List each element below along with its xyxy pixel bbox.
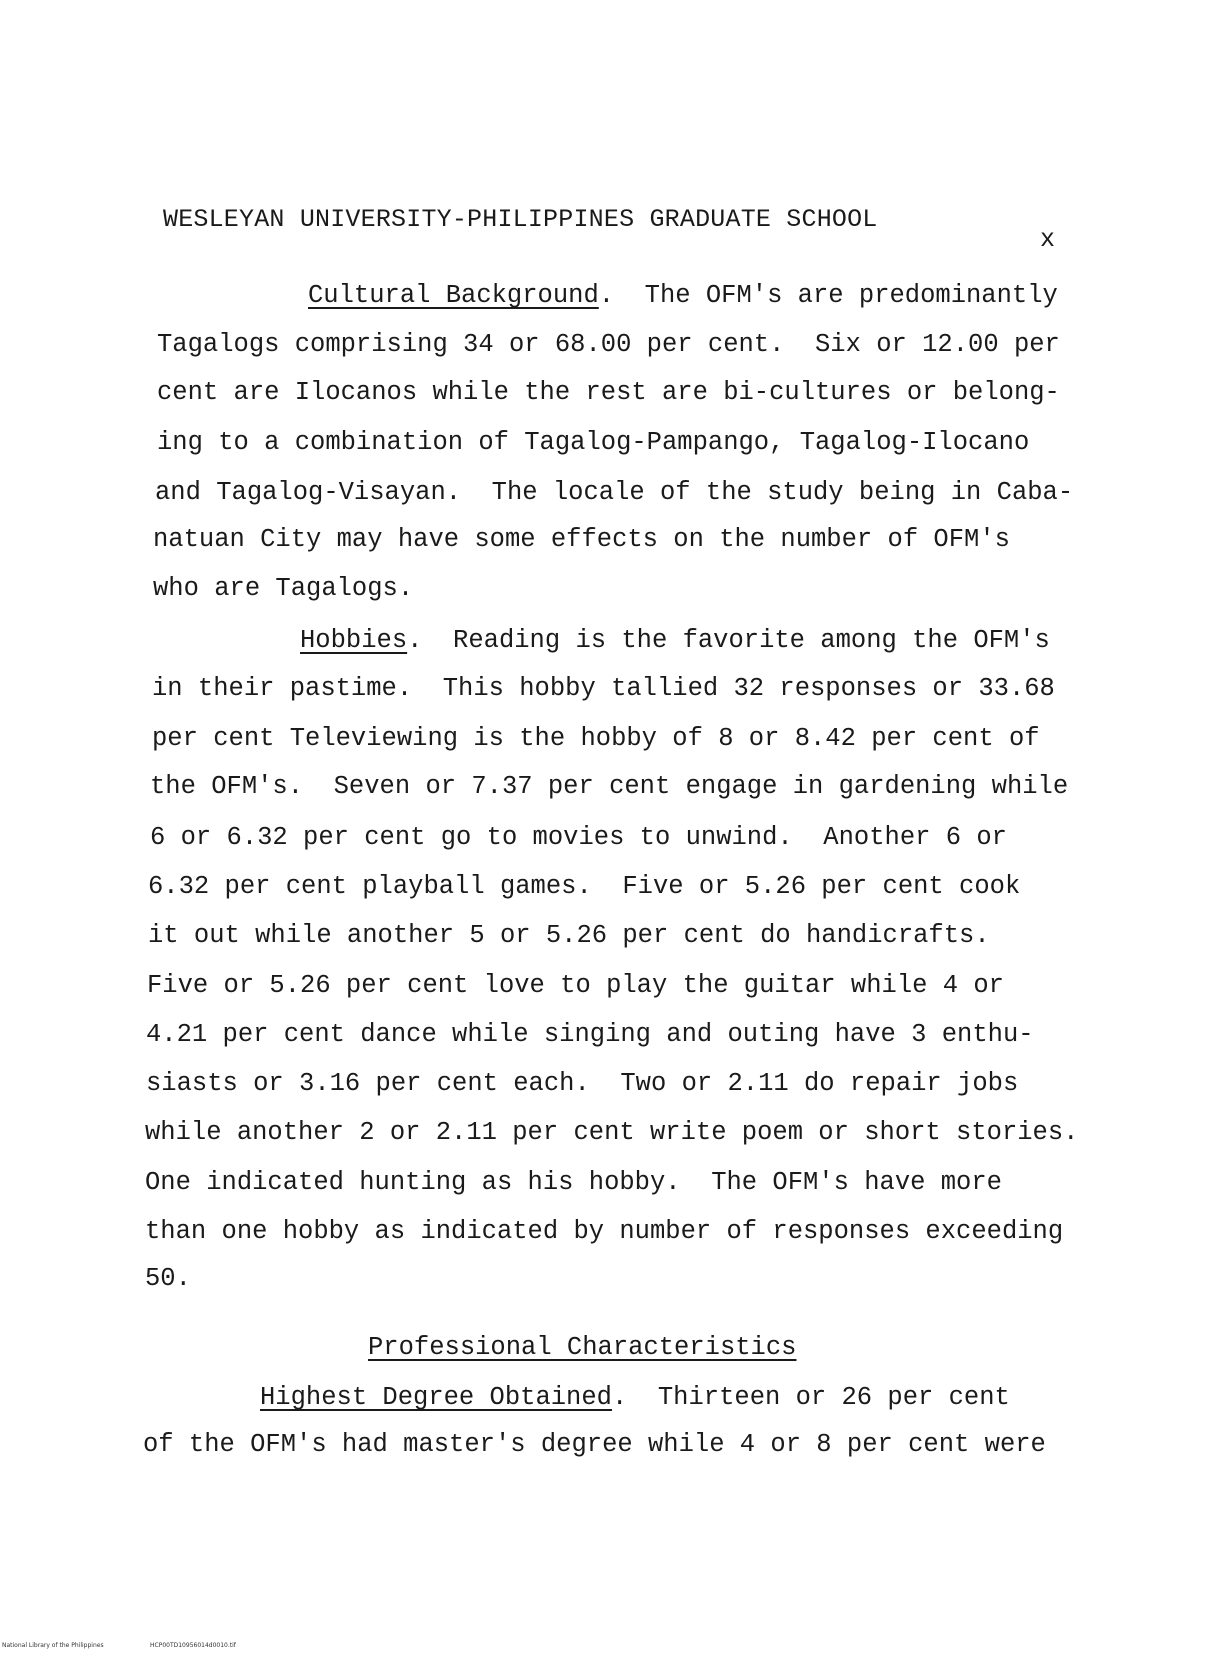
paragraph-line: 4.21 per cent dance while singing and outing have 3 enthu- bbox=[146, 1020, 1034, 1049]
paragraph-line: Five or 5.26 per cent love to play the guitar while 4 or bbox=[147, 971, 1004, 1000]
section-title-professional-characteristics: Professional Characteristics bbox=[368, 1333, 797, 1362]
paragraph-line: Tagalogs comprising 34 or 68.00 per cent. Six or 12.00 per bbox=[157, 330, 1060, 359]
paragraph-line: One indicated hunting as his hobby. The OFM's have more bbox=[145, 1168, 1002, 1197]
paragraph-line: than one hobby as indicated by number of responses exceeding bbox=[145, 1217, 1064, 1246]
section-heading-cultural-background: Cultural Background bbox=[308, 281, 599, 310]
paragraph-line: natuan City may have some effects on the number of OFM's bbox=[153, 525, 1010, 554]
paragraph-line: the OFM's. Seven or 7.37 per cent engage in gardening while bbox=[150, 772, 1069, 801]
paragraph-text: . The OFM's are predominantly bbox=[598, 281, 1058, 310]
paragraph-line: 6.32 per cent playball games. Five or 5.26 per cent cook bbox=[148, 872, 1021, 901]
running-header: WESLEYAN UNIVERSITY-PHILIPPINES GRADUATE SCHOOL bbox=[163, 205, 878, 234]
paragraph-line: while another 2 or 2.11 per cent write poem or short stories. bbox=[145, 1118, 1079, 1147]
paragraph-line: of the OFM's had master's degree while 4 or 8 per cent were bbox=[143, 1430, 1046, 1459]
paragraph-line: in their pastime. This hobby tallied 32 responses or 33.68 bbox=[152, 674, 1055, 703]
paragraph-line: and Tagalog-Visayan. The locale of the study being in Caba- bbox=[155, 478, 1074, 507]
scan-footer-filename: HCP00TD10956014d0010.tif bbox=[150, 1642, 236, 1649]
scan-footer-source: National Library of the Philippines bbox=[2, 1642, 104, 1649]
paragraph-line bbox=[308, 283, 1058, 309]
paragraph-line bbox=[260, 1385, 1010, 1411]
paragraph-text: . Thirteen or 26 per cent bbox=[611, 1383, 1010, 1412]
paragraph-line: ing to a combination of Tagalog-Pampango, Tagalog-Ilocano bbox=[157, 428, 1030, 457]
paragraph-line: cent are Ilocanos while the rest are bi-cultures or belong- bbox=[157, 378, 1060, 407]
paragraph-line: who are Tagalogs. bbox=[153, 574, 414, 603]
paragraph-text: . Reading is the favorite among the OFM's bbox=[407, 626, 1050, 655]
paragraph-line: per cent Televiewing is the hobby of 8 or 8.42 per cent of bbox=[152, 724, 1040, 753]
section-heading-hobbies: Hobbies bbox=[300, 626, 408, 655]
section-heading-highest-degree: Highest Degree Obtained bbox=[260, 1383, 612, 1412]
paragraph-line: 50. bbox=[145, 1264, 191, 1293]
page-number: x bbox=[1040, 225, 1056, 254]
paragraph-line: 6 or 6.32 per cent go to movies to unwind. Another 6 or bbox=[150, 823, 1007, 852]
paragraph-line bbox=[300, 628, 1050, 654]
paragraph-line: siasts or 3.16 per cent each. Two or 2.11 do repair jobs bbox=[146, 1069, 1019, 1098]
paragraph-line: it out while another 5 or 5.26 per cent do handicrafts. bbox=[148, 921, 990, 950]
